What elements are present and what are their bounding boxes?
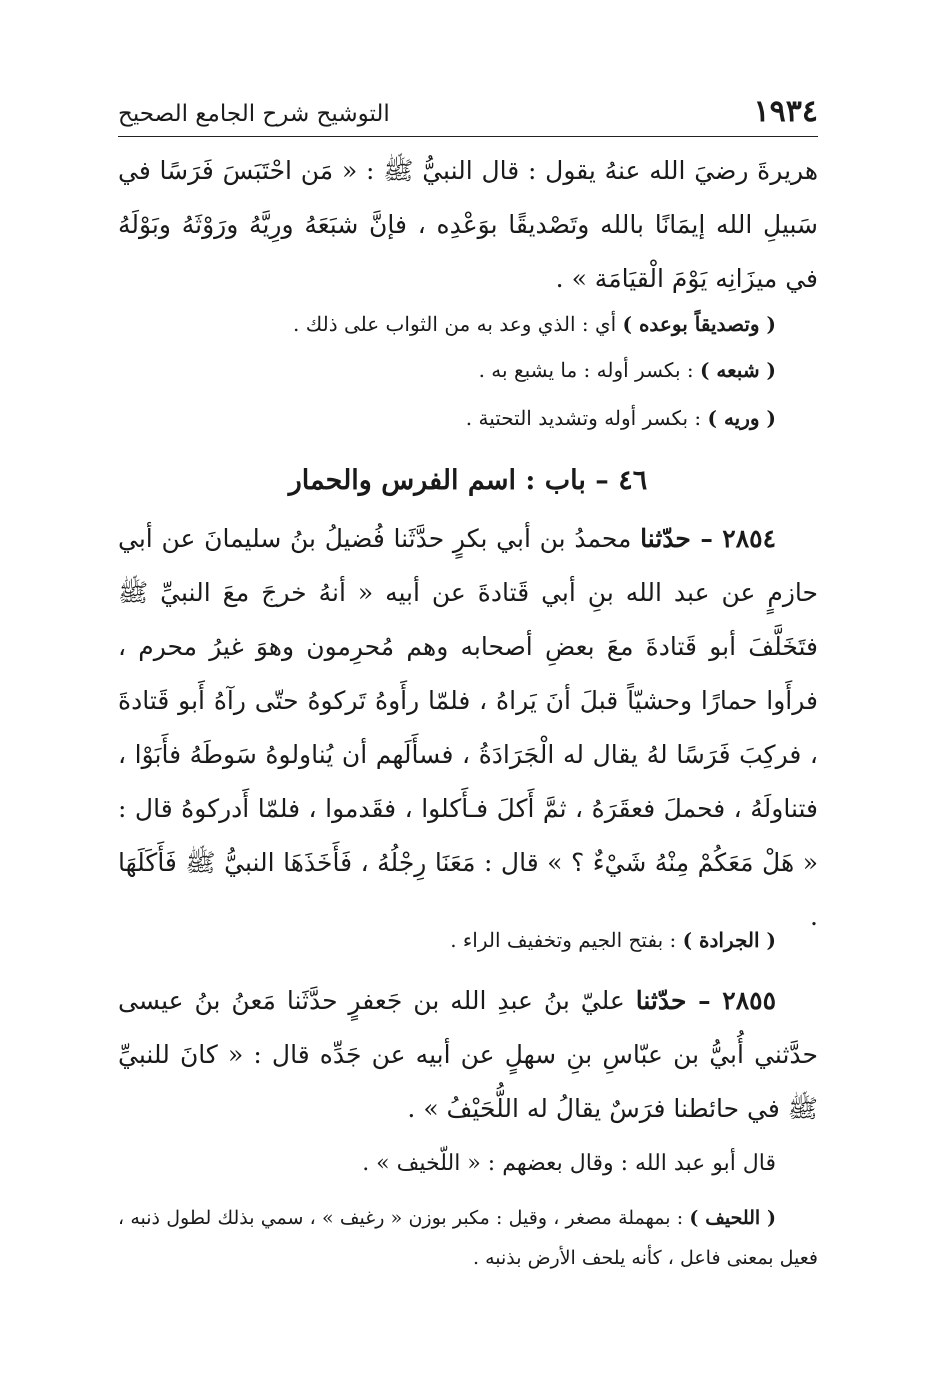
book-page xyxy=(118,88,818,1348)
gloss-term: ( شبعه ) xyxy=(699,358,776,382)
hadith-2854 xyxy=(118,512,818,944)
page-number: ١٩٣٤ xyxy=(753,94,818,129)
page-header xyxy=(118,88,818,137)
gloss-item xyxy=(118,304,818,344)
gloss-item xyxy=(118,920,818,960)
running-title: التوشيح شرح الجامع الصحيح xyxy=(118,101,390,127)
gloss-item xyxy=(118,398,818,438)
gloss-item xyxy=(118,350,818,390)
hadith-lead: – حدّثنا xyxy=(635,986,723,1015)
gloss-term: ( وريه ) xyxy=(707,406,776,430)
intro-paragraph xyxy=(118,144,818,306)
chapter-heading: ٤٦ – باب : اسم الفرس والحمار xyxy=(288,465,648,496)
hadith-number: ٢٨٥٥ xyxy=(722,986,776,1015)
gloss-term: ( اللحيف ) xyxy=(689,1207,776,1229)
hadith-2855 xyxy=(118,974,818,1136)
gloss-text: : بمهملة مصغر ، وقيل : مكبر بوزن « رغيف » ، سمي بذلك لطول ذنبه ، فعيل بمعنى فاعل ، كأنه يلحف الأرض بذنبه . xyxy=(118,1207,818,1269)
hadith-lead: – حدّثنا xyxy=(640,524,723,553)
hadith-number: ٢٨٥٤ xyxy=(722,524,776,553)
gloss-text: : بكسر أوله وتشديد التحتية . xyxy=(465,406,708,430)
abu-abdullah-note xyxy=(118,1144,818,1184)
gloss-item xyxy=(118,1198,818,1278)
gloss-term: ( الجرادة ) xyxy=(682,928,776,952)
hadith-text: عليّ بنُ عبدِ الله بن جَعفرٍ حدَّثَنا مَعنُ بنُ عيسى حدَّثني أُبيُّ بن عبّاسِ بنِ سهلٍ عن أبيه عن جَدِّه قال : « كانَ للنبيِّ ﷺ في حائطنا فرَسٌ يقالُ له اللُّحَيْفُ » . xyxy=(118,986,818,1123)
gloss-text: أي : الذي وعد به من الثواب على ذلك . xyxy=(293,312,623,336)
intro-text: هريرةَ رضيَ الله عنهُ يقول : قال النبيُّ ﷺ : « مَن احْتَبَسَ فَرَسًا في سَبيلِ الله إيمَانًا بالله وتَصْديقًا بوَعْدِه ، فإنَّ شبَعَهُ ورِيَّهُ ورَوْثَهُ وبَوْلَهُ في ميزَانِه يَوْمَ الْقيَامَة » . xyxy=(118,156,818,293)
gloss-text: : بكسر أوله : ما يشبع به . xyxy=(478,358,700,382)
hadith-text: محمدُ بن أبي بكرٍ حدَّثَنا فُضيلُ بنُ سليمانَ عن أبي حازمٍ عن عبد الله بنِ أبي قَتادةَ عن أبيه « أنهُ خرجَ معَ النبيِّ ﷺ فتَخَلَّفَ أبو قَتادةَ معَ بعضِ أصحابه وهم مُحرِمون وهوَ غيرُ محرم ، فرأَوا حمارًا وحشيّاً قبلَ أنَ يَراهُ ، فلمّا رأَوهُ تَركوهُ حتّى رآهُ أَبو قَتادةَ ، فركِبَ فَرَسًا لهُ يقال له الْجَرَادَةُ ، فسأَلَهم أن يُناولوهُ سَوطَهُ فأَبَوْا ، فتناولَهُ ، فحملَ فعقَرَهُ ، ثمَّ أَكلَ فـأَكلوا ، فقَدموا ، فلمّا أَدركوهُ قال : « هَلْ مَعَكُمْ مِنْهُ شَيْءٌ ؟ » قال : مَعَنَا رِجْلُهُ ، فَأَخَذَهَا النبيُّ ﷺ فَأَكَلَهَا . xyxy=(118,524,818,931)
gloss-text: : بفتح الجيم وتخفيف الراء . xyxy=(450,928,683,952)
gloss-term: ( وتصديقاً بوعده ) xyxy=(622,312,776,336)
note-text: قال أبو عبد الله : وقال بعضهم : « اللّخيف » . xyxy=(362,1151,776,1176)
